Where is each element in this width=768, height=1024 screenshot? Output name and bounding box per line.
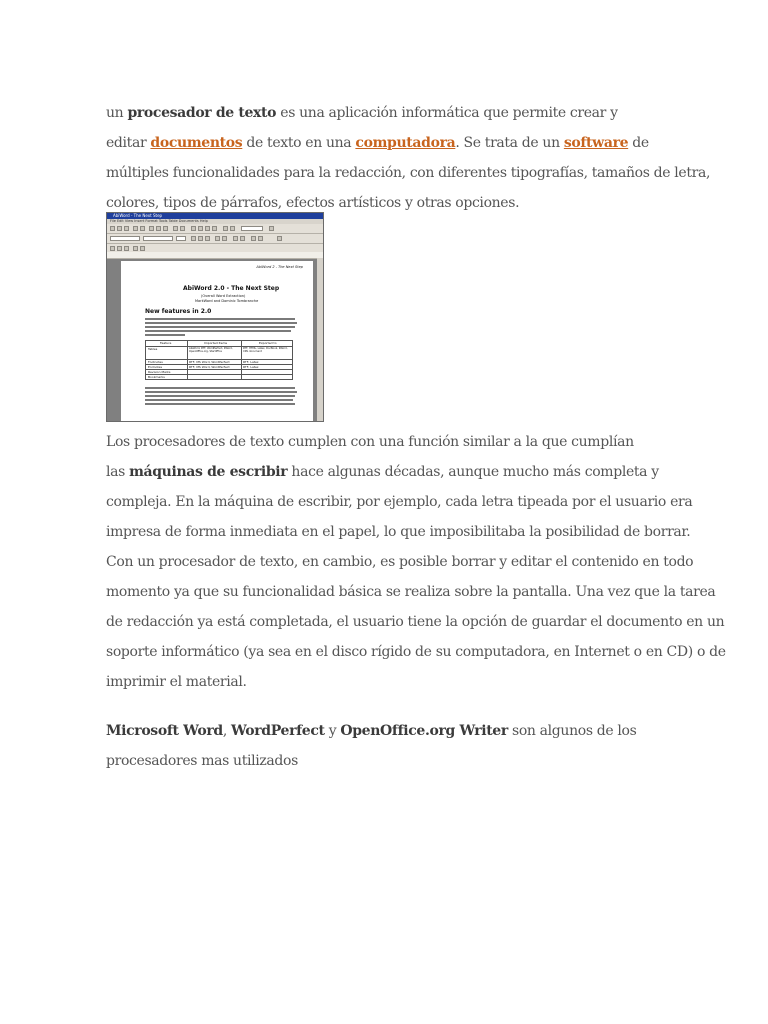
table-cell: RTF, MS Word, WordPerfect [189, 365, 230, 369]
font-field [143, 236, 173, 241]
superscript-icon [215, 236, 220, 241]
text-line: compleja. En la máquina de escribir, por ejemplo, cada letra tipeada por el usuario era [106, 494, 693, 510]
zoom-field [241, 226, 263, 231]
table-icon [223, 226, 228, 231]
text-line [145, 334, 185, 336]
open-icon [117, 226, 122, 231]
table-cell: Endnotes [148, 365, 163, 369]
indent-icon [251, 236, 256, 241]
text-line [145, 399, 293, 401]
document-canvas [121, 261, 313, 422]
row-icon [133, 246, 138, 251]
justify-icon [212, 226, 217, 231]
text-line [106, 716, 666, 746]
text-line [145, 318, 295, 320]
table-header: Exported to [259, 341, 277, 345]
table-cell: RTF, HTML, Latex, DocBook, KWord, XML document [243, 347, 288, 353]
font-color-icon [277, 236, 282, 241]
text-line: Los procesadores de texto cumplen con una función similar a la que cumplían [106, 434, 634, 450]
text-span: de [628, 135, 649, 151]
paragraph-intro [106, 98, 711, 218]
bold-term: WordPerfect [231, 723, 325, 739]
paste-icon [163, 226, 168, 231]
text-line [145, 330, 291, 332]
preview-icon [140, 226, 145, 231]
underline-icon [205, 236, 210, 241]
link-computadora[interactable]: computadora [355, 135, 456, 151]
doc-title: AbiWord 2.0 - The Next Step [183, 285, 280, 292]
bold-term: Microsoft Word [106, 723, 223, 739]
text-line [145, 395, 295, 397]
bold-term: procesador de texto [127, 105, 277, 121]
text-span: un [106, 105, 128, 121]
text-span: y [324, 723, 341, 739]
text-line [106, 98, 666, 128]
style-field [110, 236, 140, 241]
text-span: . Se trata de un [455, 135, 564, 151]
align-right-icon [205, 226, 210, 231]
save-icon [124, 226, 129, 231]
text-line [106, 457, 666, 487]
page-header: AbiWord 2 - The Next Step [256, 265, 303, 269]
align-left-icon [191, 226, 196, 231]
bold-term: máquinas de escribir [129, 464, 288, 480]
link-documentos[interactable]: documentos [150, 135, 243, 151]
section-heading: New features in 2.0 [145, 308, 212, 315]
table-row-rule [146, 374, 292, 375]
subscript-icon [222, 236, 227, 241]
text-line: Con un procesador de texto, en cambio, es posible borrar y editar el contenido en todo [106, 554, 694, 570]
text-line [145, 391, 297, 393]
align-center-icon [198, 226, 203, 231]
text-span: editar [106, 135, 151, 151]
text-span: las [106, 464, 130, 480]
table-cell: Footnotes [148, 360, 163, 364]
table-header: Imported Items [204, 341, 228, 345]
text-span: de texto en una [242, 135, 356, 151]
cut-icon [149, 226, 154, 231]
doc-authors: MarkWord and Dominic Tombranche [195, 299, 259, 303]
image-icon [230, 226, 235, 231]
text-span: hace algunas décadas, aunque mucho más completa y [287, 464, 659, 480]
numbered-list-icon [240, 236, 245, 241]
table-cell: Bookmarks [148, 375, 165, 379]
text-line: de redacción ya está completada, el usuario tiene la opción de guardar el documento en un [106, 614, 725, 630]
text-line [106, 128, 666, 158]
text-line: soporte informático (ya sea en el disco rígido de su computadora, en Internet o en CD) o de [106, 644, 726, 660]
doc-subtitle: (Overall Word Extraction) [201, 294, 246, 298]
table-insert-icon [110, 246, 115, 251]
undo-icon [173, 226, 178, 231]
bold-term: OpenOffice.org Writer [340, 723, 508, 739]
text-line [145, 326, 295, 328]
new-icon [110, 226, 115, 231]
merge-icon [117, 246, 122, 251]
redo-icon [180, 226, 185, 231]
table-cell: Revision Marks [148, 370, 171, 374]
text-line: procesadores mas utilizados [106, 753, 298, 769]
toolbar-standard [107, 224, 323, 234]
table-cell: RTF, Latex [243, 365, 259, 369]
window-title: AbiWord - The Next Step [113, 213, 163, 218]
outdent-icon [258, 236, 263, 241]
text-line: múltiples funcionalidades para la redacción, con diferentes tipografías, tamaños de letra, [106, 165, 711, 181]
print-icon [133, 226, 138, 231]
bold-icon [191, 236, 196, 241]
toolbar-format [107, 234, 323, 244]
doc-table [145, 340, 293, 380]
size-field [176, 236, 186, 241]
link-software[interactable]: software [563, 135, 629, 151]
spell-icon [269, 226, 274, 231]
text-line: momento ya que su funcionalidad básica se realiza sobre la pantalla. Una vez que la tarea [106, 584, 716, 600]
column-icon [140, 246, 145, 251]
text-line [145, 322, 297, 324]
split-icon [124, 246, 129, 251]
paragraph-comparison [106, 427, 726, 697]
text-span: es una aplicación informática que permite crear y [276, 105, 618, 121]
italic-icon [198, 236, 203, 241]
table-cell: Tables [148, 347, 158, 351]
text-line [145, 403, 295, 405]
text-span: son algunos de los [507, 723, 637, 739]
vertical-scrollbar [317, 258, 323, 422]
table-cell: AbiWord, RTF, WordPerfect, KWord, OpenOffice.org, StarOffice [189, 347, 233, 353]
text-line: imprimir el material. [106, 674, 247, 690]
table-header: Feature [160, 341, 172, 345]
paragraph-examples [106, 716, 666, 776]
copy-icon [156, 226, 161, 231]
text-line [145, 387, 295, 389]
text-span: , [222, 723, 232, 739]
word-processor-screenshot-image [106, 212, 324, 422]
table-cell: RTF, MS Word, WordPerfect [189, 360, 230, 364]
text-line: colores, tipos de párrafos, efectos artísticos y otras opciones. [106, 195, 520, 211]
ruler [107, 252, 323, 259]
list-icon [233, 236, 238, 241]
menu-items: File Edit View Insert Format Tools Table Documents Help [110, 219, 208, 223]
text-line: impresa de forma inmediata en el papel, lo que imposibilitaba la posibilidad de borrar. [106, 524, 691, 540]
table-cell: RTF, Latex [243, 360, 259, 364]
